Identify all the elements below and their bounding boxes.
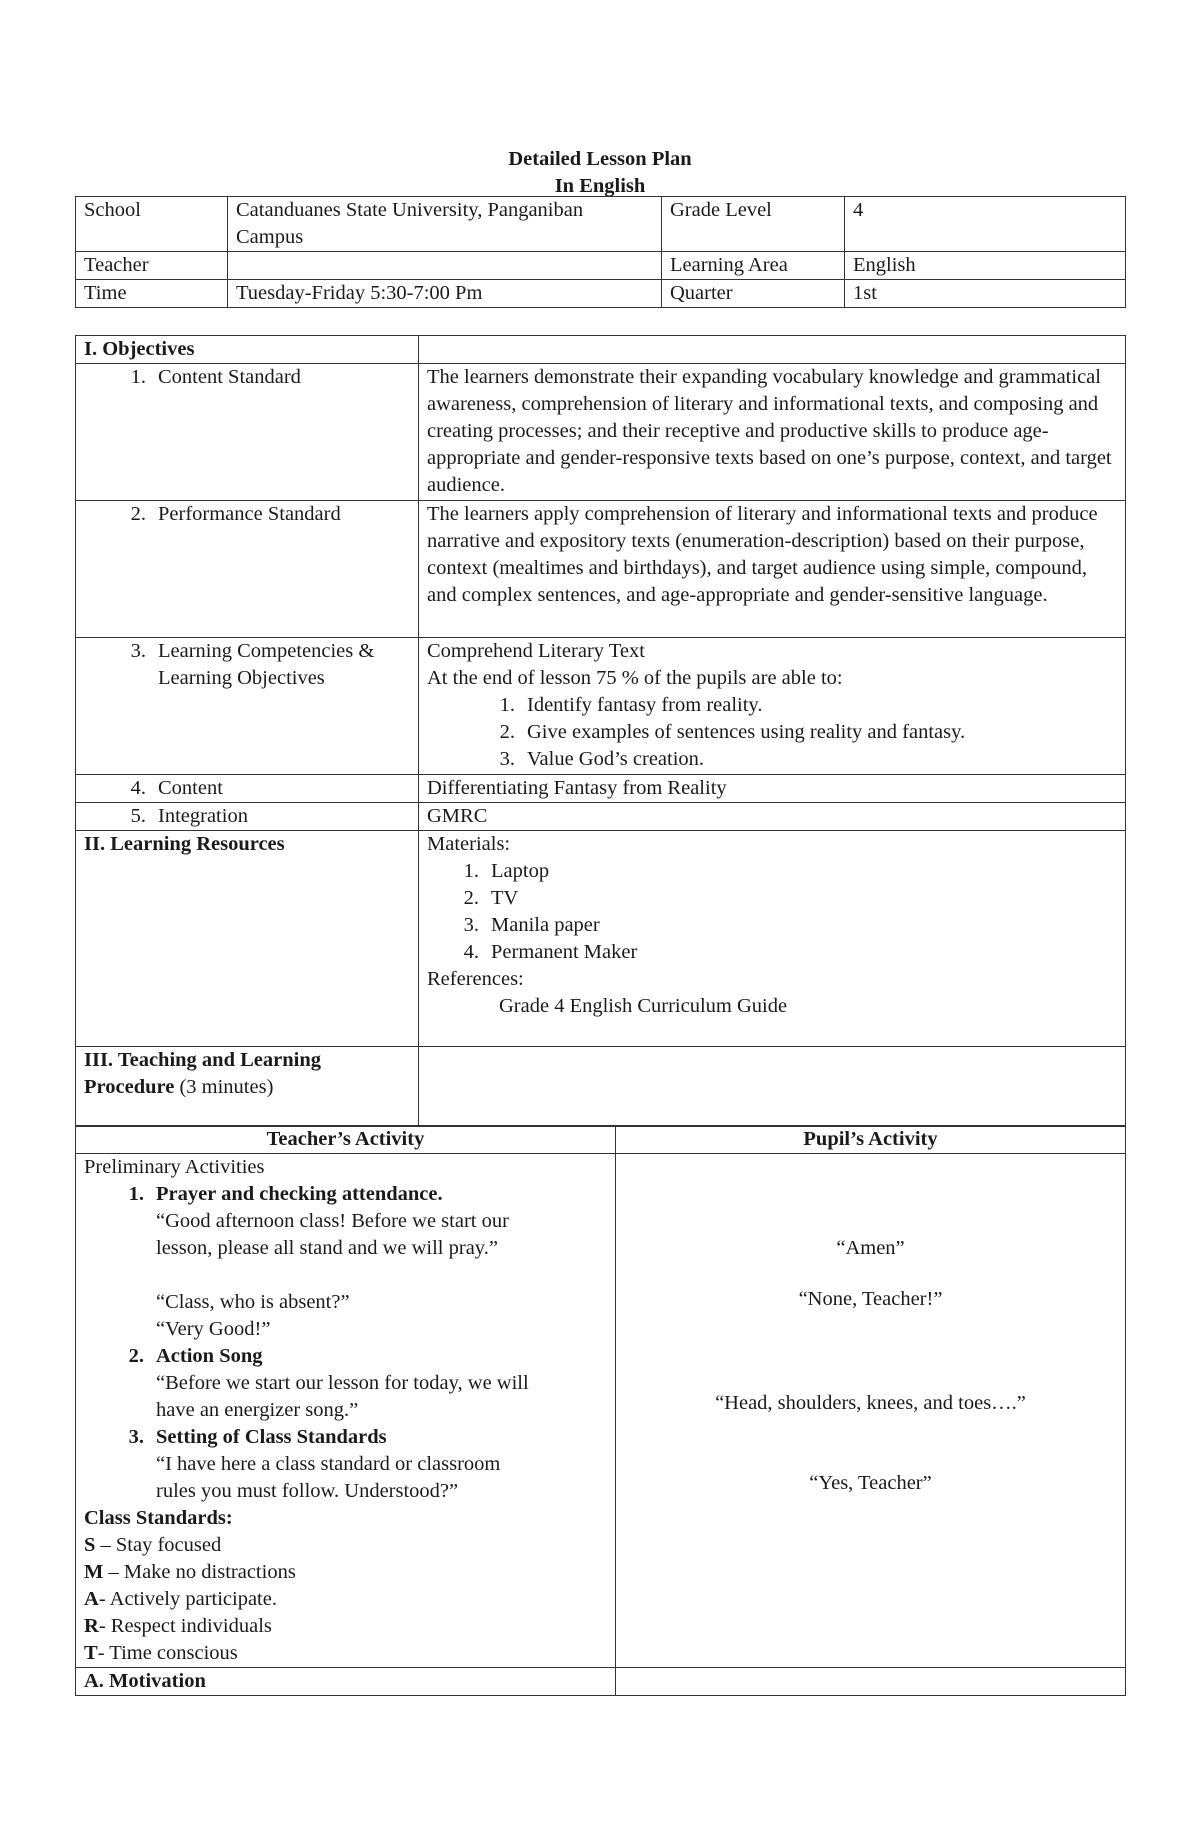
procedure-heading: III. Teaching and Learning Procedure (3 minutes) — [76, 1047, 419, 1127]
rule-item: M – Make no distractions — [84, 1561, 296, 1583]
teacher-value — [228, 252, 662, 280]
objectives-heading: I. Objectives — [84, 338, 195, 360]
objective-item: 2. Give examples of sentences using reality and fantasy. — [499, 721, 966, 743]
integration-label: 5. Integration — [76, 803, 419, 831]
time-label: Time — [76, 280, 228, 308]
pupil-song: “Head, shoulders, knees, and toes….” — [715, 1392, 1026, 1414]
quarter-value: 1st — [845, 280, 1126, 308]
teacher-activity-cell — [76, 1154, 616, 1668]
material-item: 4. Permanent Maker — [463, 941, 638, 963]
action-song-item: 2. Action Song — [128, 1345, 263, 1367]
class-standards-label: Class Standards: — [84, 1507, 233, 1529]
document-title: Detailed Lesson Plan — [508, 148, 692, 170]
integration-text: GMRC — [419, 803, 1126, 831]
song-line: have an energizer song.” — [156, 1399, 359, 1421]
content-standard-text: The learners demonstrate their expanding vocabulary knowledge and grammatical awareness, comprehension of literary and informational texts, and composing and creating processes; and their receptive and productive skills to produce age-appropriate and gender-responsive texts based on one’s purpose, context, and target audience. — [419, 364, 1126, 501]
content-standard-label: 1. Content Standard — [76, 364, 419, 501]
resources-cell — [419, 831, 1126, 1047]
very-good-line: “Very Good!” — [156, 1318, 271, 1340]
teacher-activity-header: Teacher’s Activity — [76, 1126, 616, 1154]
learning-area-value: English — [845, 252, 1126, 280]
prayer-line: lesson, please all stand and we will pray.” — [156, 1237, 498, 1259]
pupil-none: “None, Teacher!” — [798, 1288, 943, 1310]
objectives-table — [75, 335, 1126, 1127]
rule-item: A- Actively participate. — [84, 1588, 277, 1610]
prayer-line: “Good afternoon class! Before we start our — [156, 1210, 509, 1232]
motivation-heading: A. Motivation — [84, 1670, 206, 1692]
song-line: “Before we start our lesson for today, we will — [156, 1372, 529, 1394]
preliminary-label: Preliminary Activities — [84, 1156, 265, 1178]
prayer-item: 1. Prayer and checking attendance. — [128, 1183, 443, 1205]
performance-standard-label: 2. Performance Standard — [76, 501, 419, 638]
class-standards-item: 3. Setting of Class Standards — [128, 1426, 387, 1448]
performance-standard-text: The learners apply comprehension of literary and informational texts and produce narrative and expository texts (enumeration-description) based on their purpose, context (mealtimes and birthdays), and target audience using simple, compound, and complex sentences, and age-appropriate and gender-sensitive language. — [419, 501, 1126, 638]
rule-item: T- Time conscious — [84, 1642, 238, 1664]
quarter-label: Quarter — [662, 280, 845, 308]
grade-level-value: 4 — [845, 197, 1126, 252]
material-item: 3. Manila paper — [463, 914, 600, 936]
standards-line: “I have here a class standard or classroom — [156, 1453, 501, 1475]
activities-table — [75, 1125, 1126, 1696]
document-subtitle: In English — [554, 175, 646, 197]
content-text: Differentiating Fantasy from Reality — [419, 775, 1126, 803]
material-item: 2. TV — [463, 887, 519, 909]
pupil-activity-header: Pupil’s Activity — [616, 1126, 1126, 1154]
content-label: 4. Content — [76, 775, 419, 803]
reference-item: Grade 4 English Curriculum Guide — [499, 995, 788, 1017]
rule-item: S – Stay focused — [84, 1534, 222, 1556]
absent-question: “Class, who is absent?” — [156, 1291, 350, 1313]
objective-item: 1. Identify fantasy from reality. — [499, 694, 763, 716]
header-table — [75, 196, 1126, 308]
resources-heading: II. Learning Resources — [84, 833, 285, 855]
objective-item: 3. Value God’s creation. — [499, 748, 705, 770]
school-value: Catanduanes State University, Panganiban Campus — [228, 197, 662, 252]
learning-area-label: Learning Area — [662, 252, 845, 280]
time-value: Tuesday-Friday 5:30-7:00 Pm — [228, 280, 662, 308]
competencies-line2: At the end of lesson 75 % of the pupils are able to: — [427, 667, 843, 689]
materials-label: Materials: — [427, 833, 511, 855]
competencies-line1: Comprehend Literary Text — [427, 640, 645, 662]
pupil-activity-cell — [616, 1154, 1126, 1668]
pupil-amen: “Amen” — [836, 1237, 905, 1259]
competencies-cell — [419, 638, 1126, 775]
school-label: School — [76, 197, 228, 252]
rule-item: R- Respect individuals — [84, 1615, 272, 1637]
pupil-yes: “Yes, Teacher” — [809, 1472, 932, 1494]
material-item: 1. Laptop — [463, 860, 550, 882]
standards-line: rules you must follow. Understood?” — [156, 1480, 459, 1502]
grade-level-label: Grade Level — [662, 197, 845, 252]
competencies-label: 3. Learning Competencies & Learning Objectives — [76, 638, 419, 775]
teacher-label: Teacher — [76, 252, 228, 280]
references-label: References: — [427, 968, 524, 990]
